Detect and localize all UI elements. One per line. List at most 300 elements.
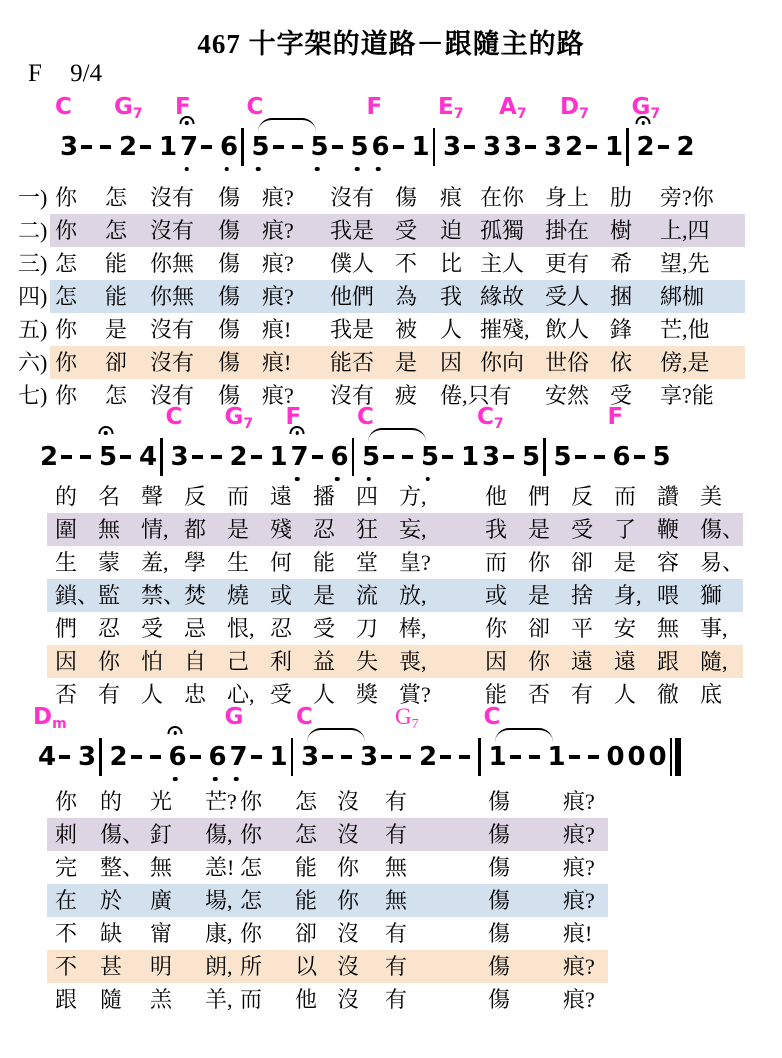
low-octave-dot — [184, 167, 189, 172]
duration-dash — [381, 740, 392, 774]
lyric-cell: 生 — [227, 550, 250, 575]
lyric-cell: 有 — [385, 822, 408, 847]
lyric-cell: 你向 — [480, 350, 525, 375]
lyric-cell: 世俗 — [545, 350, 590, 375]
lyric-cell: 釘 — [150, 822, 173, 847]
page-title — [0, 22, 782, 61]
duration-dash — [594, 440, 605, 474]
lyric-cell: 不 — [55, 921, 78, 946]
chord-label: Dm — [33, 704, 67, 732]
lyric-row — [18, 280, 745, 313]
lyric-cell: 是 — [313, 583, 336, 608]
duration-dash — [575, 440, 586, 474]
tie-arc — [495, 728, 553, 742]
lyric-cell: 否 — [528, 682, 551, 707]
lyric-cell: 痕? — [262, 251, 294, 276]
duration-dash — [312, 440, 323, 474]
lyric-cell: 傷 — [488, 921, 511, 946]
lyric-cell: 能 — [105, 284, 128, 309]
lyric-cell: 傷 — [488, 855, 511, 880]
chord-suffix: m — [52, 716, 67, 732]
lyric-cell: 己 — [227, 649, 250, 674]
chord-label: C — [357, 404, 374, 430]
lyric-cell: 禁、 — [141, 583, 186, 608]
lyric-cell: 名 — [98, 484, 121, 509]
lyric-cell: 是 — [528, 583, 551, 608]
duration-dash — [201, 130, 212, 164]
lyric-cell: 完 — [55, 855, 78, 880]
duration-dash — [459, 740, 470, 774]
duration-dash — [393, 130, 404, 164]
lyric-cell: 刺 — [55, 822, 78, 847]
lyric-cell: 旁?你 — [660, 185, 714, 210]
lyric-line — [50, 313, 745, 346]
lyric-cell: 沒 — [337, 921, 360, 946]
lyric-cell: 而 — [227, 484, 250, 509]
note-digit: 1 C — [489, 740, 502, 774]
lyric-row — [47, 917, 608, 950]
duration-dash — [569, 740, 580, 774]
lyric-cell: 遠 — [270, 484, 293, 509]
lyric-row — [47, 579, 743, 612]
lyric-cell: 能 — [295, 888, 318, 913]
barline — [626, 128, 629, 166]
lyric-cell: 傍,是 — [660, 350, 710, 375]
lyric-cell: 朗, — [205, 954, 233, 979]
note-digit: 3 C — [165, 404, 189, 472]
duration-dash — [402, 440, 413, 474]
note-digit: 1 — [411, 132, 430, 162]
lyric-cell: 鞭 — [657, 517, 680, 542]
lyric-cell: 受 — [395, 218, 418, 243]
lyric-cell: 聲 — [141, 484, 164, 509]
lyric-cell: 你 — [55, 185, 78, 210]
duration-dash — [131, 740, 142, 774]
lyric-cell: 我是 — [330, 218, 375, 243]
duration-dash — [251, 740, 262, 774]
lyric-cell: 怎 — [55, 284, 78, 309]
lyric-cell: 安 — [614, 616, 637, 641]
lyric-line — [50, 346, 745, 379]
chord-label: C — [165, 404, 183, 430]
lyric-cell: 受人 — [545, 284, 590, 309]
duration-dash — [80, 440, 91, 474]
note-digit: 5 — [652, 442, 671, 472]
lyric-line — [47, 612, 743, 645]
lyric-row — [18, 313, 745, 346]
lyric-cell: 肋 — [610, 185, 633, 210]
lyric-cell: 芒,他 — [660, 317, 710, 342]
lyric-cell: 們 — [55, 616, 78, 641]
low-octave-dot — [315, 167, 320, 172]
lyric-cell: 獅 — [700, 583, 723, 608]
duration-dash — [120, 440, 131, 474]
lyric-cell: 能 — [295, 855, 318, 880]
time-signature: 9/4 — [70, 60, 103, 87]
lyric-cell: 痕! — [262, 317, 292, 342]
key-signature — [28, 60, 102, 88]
lyric-cell: 利 — [270, 649, 293, 674]
low-octave-dot — [173, 777, 178, 782]
lyric-cell: 是 — [528, 517, 551, 542]
verse-number: 六) — [18, 350, 48, 375]
lyric-cell: 四 — [356, 484, 379, 509]
lyric-cell: 能 — [485, 682, 508, 707]
lyric-cell: 沒有 — [150, 350, 195, 375]
lyric-cell: 無 — [98, 517, 121, 542]
lyric-cell: 掛在 — [545, 218, 590, 243]
lyric-cell: 堂 — [356, 550, 379, 575]
note-digit: 3 — [544, 132, 563, 162]
lyric-cell: 生 — [55, 550, 78, 575]
note-digit: 2 — [40, 442, 59, 472]
duration-dash — [383, 440, 394, 474]
lyric-cell: 因 — [485, 649, 508, 674]
lyric-row — [47, 818, 608, 851]
chord-label: F — [175, 94, 191, 120]
note-digit: 5 C — [252, 130, 265, 164]
lyric-cell: 受 — [270, 682, 293, 707]
lyric-cell: 平 — [571, 616, 594, 641]
lyric-cell: 是 — [227, 517, 250, 542]
lyric-cell: 學 — [184, 550, 207, 575]
lyric-cell: 棒, — [399, 616, 427, 641]
lyric-cell: 沒有 — [150, 185, 195, 210]
lyric-line — [50, 247, 745, 280]
duration-dash — [211, 440, 222, 474]
lyric-cell: 為 — [395, 284, 418, 309]
lyric-cell: 傷 — [218, 218, 241, 243]
lyric-cell: 遠 — [571, 649, 594, 674]
lyric-cell: 圍 — [55, 517, 78, 542]
verse-number: 二) — [18, 218, 48, 243]
lyric-cell: 獎 — [356, 682, 379, 707]
lyric-cell: 人 — [313, 682, 336, 707]
note-digit: 2 G7 — [224, 404, 254, 472]
lyric-cell: 燒 — [227, 583, 250, 608]
lyric-cell: 我 — [440, 284, 463, 309]
lyric-cell: 痕? — [262, 218, 294, 243]
lyric-cell: 孤獨 — [480, 218, 525, 243]
lyric-row — [47, 785, 608, 818]
chord-label: G — [224, 704, 244, 730]
low-octave-dot — [224, 167, 229, 172]
lyric-cell: 卻 — [105, 350, 128, 375]
lyric-cell: 身上 — [545, 185, 590, 210]
barline — [99, 738, 102, 776]
lyric-row — [47, 645, 743, 678]
lyric-cell: 的 — [55, 484, 78, 509]
duration-dash — [442, 440, 453, 474]
lyric-cell: 安然 — [545, 383, 590, 408]
lyric-cell: 情, — [141, 517, 169, 542]
lyric-cell: 受 — [313, 616, 336, 641]
note-digit: 2 D7 — [560, 94, 589, 162]
lyric-cell: 痕? — [262, 185, 294, 210]
lyric-cell: 所 — [240, 954, 263, 979]
note-digit: 1 — [547, 742, 566, 772]
lyric-cell: 能否 — [330, 350, 375, 375]
low-octave-dot — [355, 167, 360, 172]
note-digit: 0 — [606, 742, 625, 772]
lyric-cell: 底 — [700, 682, 723, 707]
note-digit: 6 — [169, 740, 182, 774]
note-digit: 2 — [109, 742, 128, 772]
duration-dash — [292, 130, 303, 164]
verse-number: 一) — [18, 185, 48, 210]
note-digit: 6 F — [607, 404, 631, 472]
note-digit: 0 — [627, 742, 646, 772]
lyric-cell: 整、 — [100, 855, 145, 880]
lyric-cell: 缺 — [100, 921, 123, 946]
notation-system-3 — [33, 704, 681, 776]
lyric-cell: 於 — [100, 888, 123, 913]
lyric-cell: 倦,只有 — [440, 383, 512, 408]
lyric-cell: 被 — [395, 317, 418, 342]
lyric-cell: 依 — [610, 350, 633, 375]
duration-dash — [588, 740, 599, 774]
lyric-cell: 因 — [55, 649, 78, 674]
lyric-cell: 卻 — [295, 921, 318, 946]
lyric-cell: 隨, — [700, 649, 728, 674]
lyric-cell: 人 — [141, 682, 164, 707]
lyric-cell: 場, — [205, 888, 233, 913]
barline — [160, 438, 163, 476]
lyric-cell: 忍 — [270, 616, 293, 641]
lyric-cell: 傷、 — [700, 517, 745, 542]
lyric-cell: 自 — [184, 649, 207, 674]
lyric-cell: 你 — [528, 649, 551, 674]
final-barline-thick — [675, 738, 681, 776]
duration-dash — [100, 130, 111, 164]
lyric-cell: 方, — [399, 484, 427, 509]
duration-dash — [140, 130, 151, 164]
lyric-cell: 傷 — [218, 284, 241, 309]
barline — [241, 128, 244, 166]
lyric-cell: 光 — [150, 789, 173, 814]
note-digit: 3 — [483, 132, 502, 162]
fermata-icon — [98, 426, 113, 434]
verse-number: 五) — [18, 317, 48, 342]
lyric-cell: 你 — [55, 383, 78, 408]
lyric-cell: 怎 — [55, 251, 78, 276]
chord-label: A7 — [499, 94, 527, 122]
lyric-cell: 傷, — [205, 822, 233, 847]
lyric-cell: 人 — [440, 317, 463, 342]
lyric-cell: 事, — [700, 616, 728, 641]
lyric-row — [18, 181, 745, 214]
lyric-cell — [442, 612, 485, 645]
duration-dash — [503, 440, 514, 474]
lyric-cell: 怎 — [295, 789, 318, 814]
low-octave-dot — [213, 777, 218, 782]
lyric-cell: 傷 — [488, 954, 511, 979]
lyric-cell: 或 — [270, 583, 293, 608]
lyric-cell: 們 — [528, 484, 551, 509]
lyric-cell: 更有 — [545, 251, 590, 276]
lyric-cell: 你 — [240, 789, 263, 814]
lyric-cell: 廣 — [150, 888, 173, 913]
lyric-cell: 上,四 — [660, 218, 710, 243]
duration-dash — [510, 740, 521, 774]
lyric-cell: 都 — [184, 517, 207, 542]
lyric-cell: 僕人 — [330, 251, 375, 276]
hymn-title: 十字架的道路－跟隨主的路 — [248, 29, 585, 59]
lyric-cell: 摧殘, — [480, 317, 530, 342]
lyric-cell: 不 — [55, 954, 78, 979]
lyric-cell: 恙! — [205, 855, 235, 880]
note-digit: 2 G7 — [114, 94, 143, 162]
lyric-cell: 無 — [385, 855, 408, 880]
note-digit: 1 — [461, 442, 480, 472]
lyric-cell: 有 — [385, 987, 408, 1012]
lyric-cell — [442, 546, 485, 579]
lyric-cell: 你無 — [150, 284, 195, 309]
note-digit: 5 — [311, 130, 324, 164]
duration-dash — [190, 740, 201, 774]
hymn-number: 467 — [197, 29, 241, 59]
note-digit: 4 Dm — [33, 704, 67, 772]
verse-number: 四) — [18, 284, 48, 309]
barline — [352, 438, 355, 476]
note-digit: 4 — [139, 442, 158, 472]
lyric-cell: 受 — [571, 517, 594, 542]
note-digit: 6 — [220, 130, 233, 164]
lyric-cell: 是 — [395, 350, 418, 375]
lyric-cell: 無 — [385, 888, 408, 913]
lyric-cell: 沒有 — [330, 185, 375, 210]
note-digit: 3 E7 — [438, 94, 464, 162]
lyric-cell: 皇? — [399, 550, 431, 575]
lyric-cell: 沒有 — [330, 383, 375, 408]
note-digit: 7 F — [291, 440, 304, 474]
chord-suffix: 7 — [516, 106, 527, 122]
lyric-cell: 痕? — [563, 888, 595, 913]
lyric-cell: 你 — [98, 649, 121, 674]
chord-label: G7 — [224, 404, 254, 432]
chord-suffix: 7 — [243, 416, 254, 432]
barline — [478, 738, 481, 776]
lyric-cell: 因 — [440, 350, 463, 375]
note-digit: 5 — [522, 442, 541, 472]
lyric-cell: 痕? — [563, 987, 595, 1012]
lyric-cell: 在 — [55, 888, 78, 913]
lyric-cell: 羞, — [141, 550, 169, 575]
lyric-line — [47, 983, 608, 1016]
lyric-cell: 你 — [55, 317, 78, 342]
lyric-cell: 比 — [440, 251, 463, 276]
lyric-cell: 沒有 — [150, 218, 195, 243]
note-digit: 3 A7 — [499, 94, 527, 162]
lyric-cell: 監 — [98, 583, 121, 608]
lyric-cell: 或 — [485, 583, 508, 608]
note-digit: 5 — [553, 442, 572, 472]
lyric-cell: 沒有 — [150, 317, 195, 342]
key-letter: F — [28, 60, 42, 87]
lyric-cell: 妄, — [399, 517, 427, 542]
note-digit: 6 — [331, 440, 344, 474]
lyric-cell: 益 — [313, 649, 336, 674]
lyric-cell: 飲人 — [545, 317, 590, 342]
duration-dash — [273, 130, 284, 164]
lyric-cell: 沒有 — [150, 383, 195, 408]
lyric-cell: 身, — [614, 583, 642, 608]
chord-label: C7 — [477, 404, 504, 432]
lyric-line — [47, 480, 743, 513]
duration-dash — [322, 740, 333, 774]
lyric-cell: 他 — [295, 987, 318, 1012]
lyric-cell: 他 — [485, 484, 508, 509]
lyric-line — [47, 513, 743, 546]
lyric-cell: 痕? — [563, 855, 595, 880]
lyric-row — [47, 612, 743, 645]
chord-label: G7 — [395, 704, 419, 732]
lyric-cell: 羔 — [150, 987, 173, 1012]
lyric-cell: 我 — [485, 517, 508, 542]
note-digit: 1 — [605, 132, 624, 162]
lyric-cell: 在你 — [480, 185, 525, 210]
lyric-line — [50, 214, 745, 247]
lyric-cell: 刀 — [356, 616, 379, 641]
verse-number: 七) — [18, 383, 48, 408]
note-digit: 3 C — [301, 740, 314, 774]
lyric-line — [47, 851, 608, 884]
duration-dash — [81, 130, 92, 164]
lyric-cell: 怎 — [295, 822, 318, 847]
lyric-cell: 殘 — [270, 517, 293, 542]
lyric-cell: 迫 — [440, 218, 463, 243]
lyric-line — [47, 917, 608, 950]
lyric-cell: 徹 — [657, 682, 680, 707]
note-digit: 5 — [421, 440, 434, 474]
lyric-cell: 焚 — [184, 583, 207, 608]
duration-dash — [341, 740, 352, 774]
lyric-cell: 狂 — [356, 517, 379, 542]
lyric-line — [47, 645, 743, 678]
chord-label: C — [246, 94, 264, 120]
lyric-cell: 播 — [313, 484, 336, 509]
lyric-cell: 傷 — [488, 822, 511, 847]
lyric-line — [47, 950, 608, 983]
note-digit: 3 — [78, 742, 97, 772]
lyric-cell: 能 — [105, 251, 128, 276]
lyric-cell: 有 — [571, 682, 594, 707]
lyric-line — [47, 785, 608, 818]
lyric-cell: 怎 — [240, 855, 263, 880]
lyric-cell: 易、 — [700, 550, 745, 575]
duration-dash — [525, 130, 536, 164]
note-digit: 6 F — [372, 130, 385, 164]
lyric-cell: 反 — [184, 484, 207, 509]
lyric-cell: 蒙 — [98, 550, 121, 575]
chord-label: C — [483, 704, 501, 730]
lyric-row — [18, 247, 745, 280]
chord-suffix: 7 — [132, 106, 143, 122]
lyric-cell: 而 — [240, 987, 263, 1012]
lyric-cell: 否 — [55, 682, 78, 707]
lyric-cell: 心, — [227, 682, 255, 707]
lyric-cell: 怎 — [105, 185, 128, 210]
duration-dash — [464, 130, 475, 164]
lyric-cell: 沒 — [337, 987, 360, 1012]
low-octave-dot — [256, 167, 261, 172]
lyric-cell: 流 — [356, 583, 379, 608]
lyric-row — [18, 346, 745, 379]
lyric-cell: 而 — [614, 484, 637, 509]
duration-dash — [192, 440, 203, 474]
lyric-cell: 忌 — [184, 616, 207, 641]
lyric-cell: 痕? — [563, 789, 595, 814]
